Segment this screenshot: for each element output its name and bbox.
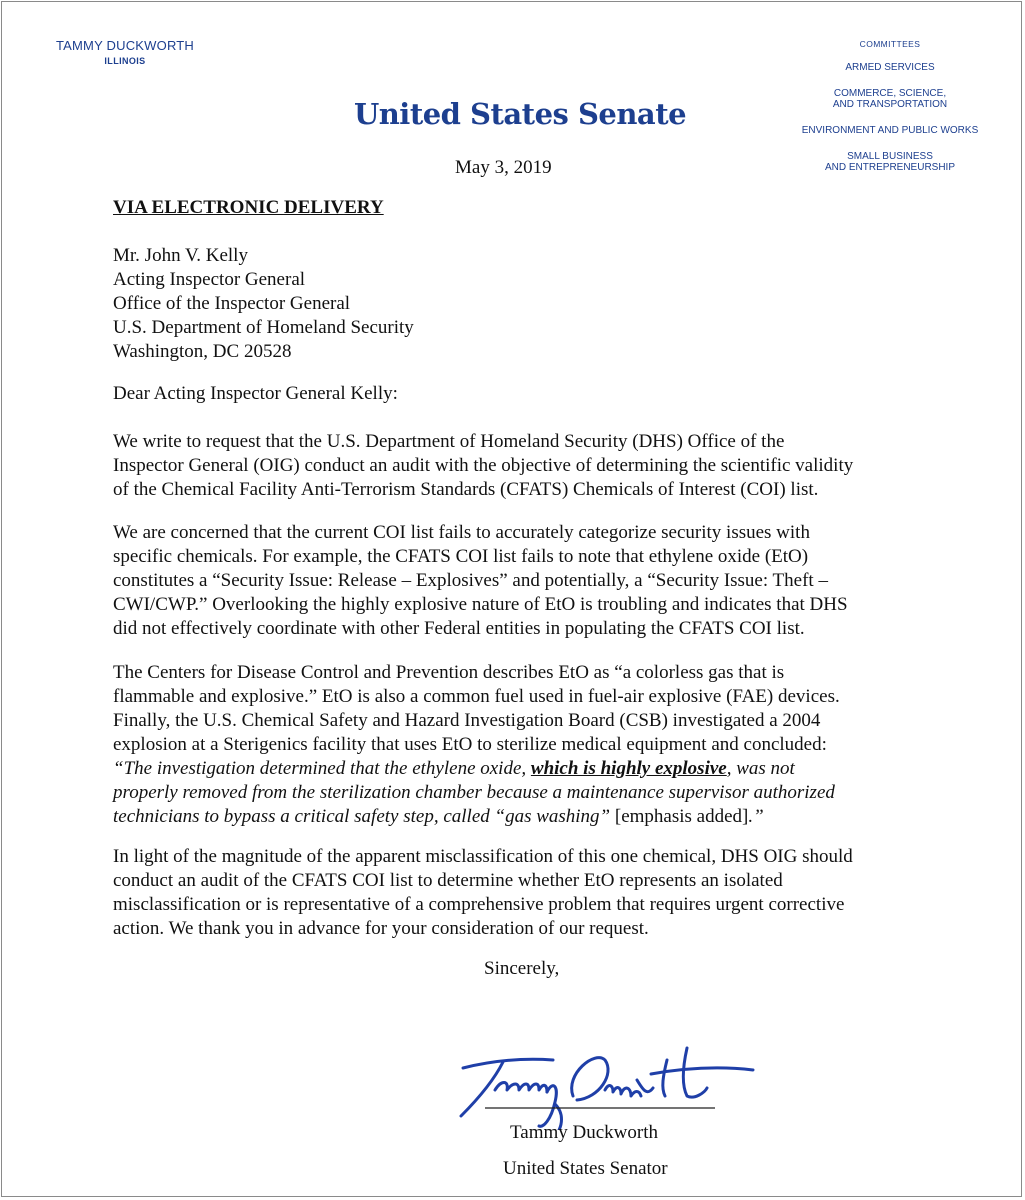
paragraph-line: specific chemicals. For example, the CFATS COI list fails to note that ethylene oxide (EtO) <box>113 546 809 567</box>
address-line: Washington, DC 20528 <box>113 341 292 362</box>
quote-line <box>113 805 913 829</box>
quote-line: properly removed from the sterilization chamber because a maintenance supervisor authorized <box>113 782 835 803</box>
emphasis-note: [emphasis added] <box>614 806 749 827</box>
paragraph-line: We are concerned that the current COI list fails to accurately categorize security issues with <box>113 522 810 543</box>
paragraph-line: misclassification or is representative of a comprehensive problem that requires urgent corrective <box>113 894 845 915</box>
committees-list <box>790 39 990 188</box>
paragraph-evidence <box>113 661 913 829</box>
sender-state: ILLINOIS <box>104 56 146 66</box>
address-line: Acting Inspector General <box>113 269 306 290</box>
handwritten-signature <box>455 1030 755 1130</box>
committee-item: ENVIRONMENT AND PUBLIC WORKS <box>801 125 979 136</box>
quote-text: .” <box>748 806 764 827</box>
address-line: U.S. Department of Homeland Security <box>113 317 414 338</box>
quote-text: “The investigation determined that the ethylene oxide, <box>113 758 531 779</box>
paragraph-line: of the Chemical Facility Anti-Terrorism Standards (CFATS) Chemicals of Interest (COI) list. <box>113 479 819 500</box>
committee-item: SMALL BUSINESS AND ENTREPRENEURSHIP <box>824 151 956 173</box>
salutation: Dear Acting Inspector General Kelly: <box>113 383 398 404</box>
paragraph-line: action. We thank you in advance for your consideration of our request. <box>113 918 649 939</box>
paragraph-line: flammable and explosive.” EtO is also a common fuel used in fuel-air explosive (FAE) devices. <box>113 686 840 707</box>
quote-text: technicians to bypass a critical safety step, called “gas washing” <box>113 806 615 827</box>
paragraph-line: conduct an audit of the CFATS COI list to determine whether EtO represents an isolated <box>113 870 783 891</box>
paragraph-line: Inspector General (OIG) conduct an audit with the objective of determining the scientific validity <box>113 455 854 476</box>
address-line: Office of the Inspector General <box>113 293 351 314</box>
paragraph-line: CWI/CWP.” Overlooking the highly explosive nature of EtO is troubling and indicates that DHS <box>113 594 848 615</box>
signer-name: Tammy Duckworth <box>510 1122 659 1143</box>
paragraph-line: The Centers for Disease Control and Prevention describes EtO as “a colorless gas that is <box>113 662 785 683</box>
closing: Sincerely, <box>484 958 560 979</box>
quote-emphasis: which is highly explosive <box>530 758 727 779</box>
paragraph-conclusion <box>113 845 913 941</box>
committee-item: COMMERCE, SCIENCE, AND TRANSPORTATION <box>832 88 948 110</box>
paragraph-request <box>113 430 913 502</box>
committees-heading: COMMITTEES <box>859 39 921 49</box>
sender-block <box>30 38 220 66</box>
senate-title: United States Senate <box>353 97 687 131</box>
paragraph-line: explosion at a Sterigenics facility that uses EtO to sterilize medical equipment and concluded: <box>113 734 827 755</box>
paragraph-line: In light of the magnitude of the apparent misclassification of this one chemical, DHS OIG should <box>113 846 853 867</box>
paragraph-line: We write to request that the U.S. Department of Homeland Security (DHS) Office of the <box>113 431 785 452</box>
signer-title: United States Senator <box>503 1158 668 1179</box>
letter-date: May 3, 2019 <box>455 157 552 178</box>
recipient-address <box>113 244 414 364</box>
address-line: Mr. John V. Kelly <box>113 245 248 266</box>
paragraph-line: Finally, the U.S. Chemical Safety and Hazard Investigation Board (CSB) investigated a 2004 <box>113 710 821 731</box>
quote-line <box>113 757 913 781</box>
paragraph-line: constitutes a “Security Issue: Release – Explosives” and potentially, a “Security Issue: Theft – <box>113 570 828 591</box>
delivery-method: VIA ELECTRONIC DELIVERY <box>113 197 384 218</box>
committee-item: ARMED SERVICES <box>845 62 935 73</box>
quote-text: , was not <box>726 758 795 779</box>
paragraph-concern <box>113 521 913 641</box>
paragraph-line: did not effectively coordinate with other Federal entities in populating the CFATS COI list. <box>113 618 805 639</box>
sender-name: TAMMY DUCKWORTH <box>55 38 195 53</box>
